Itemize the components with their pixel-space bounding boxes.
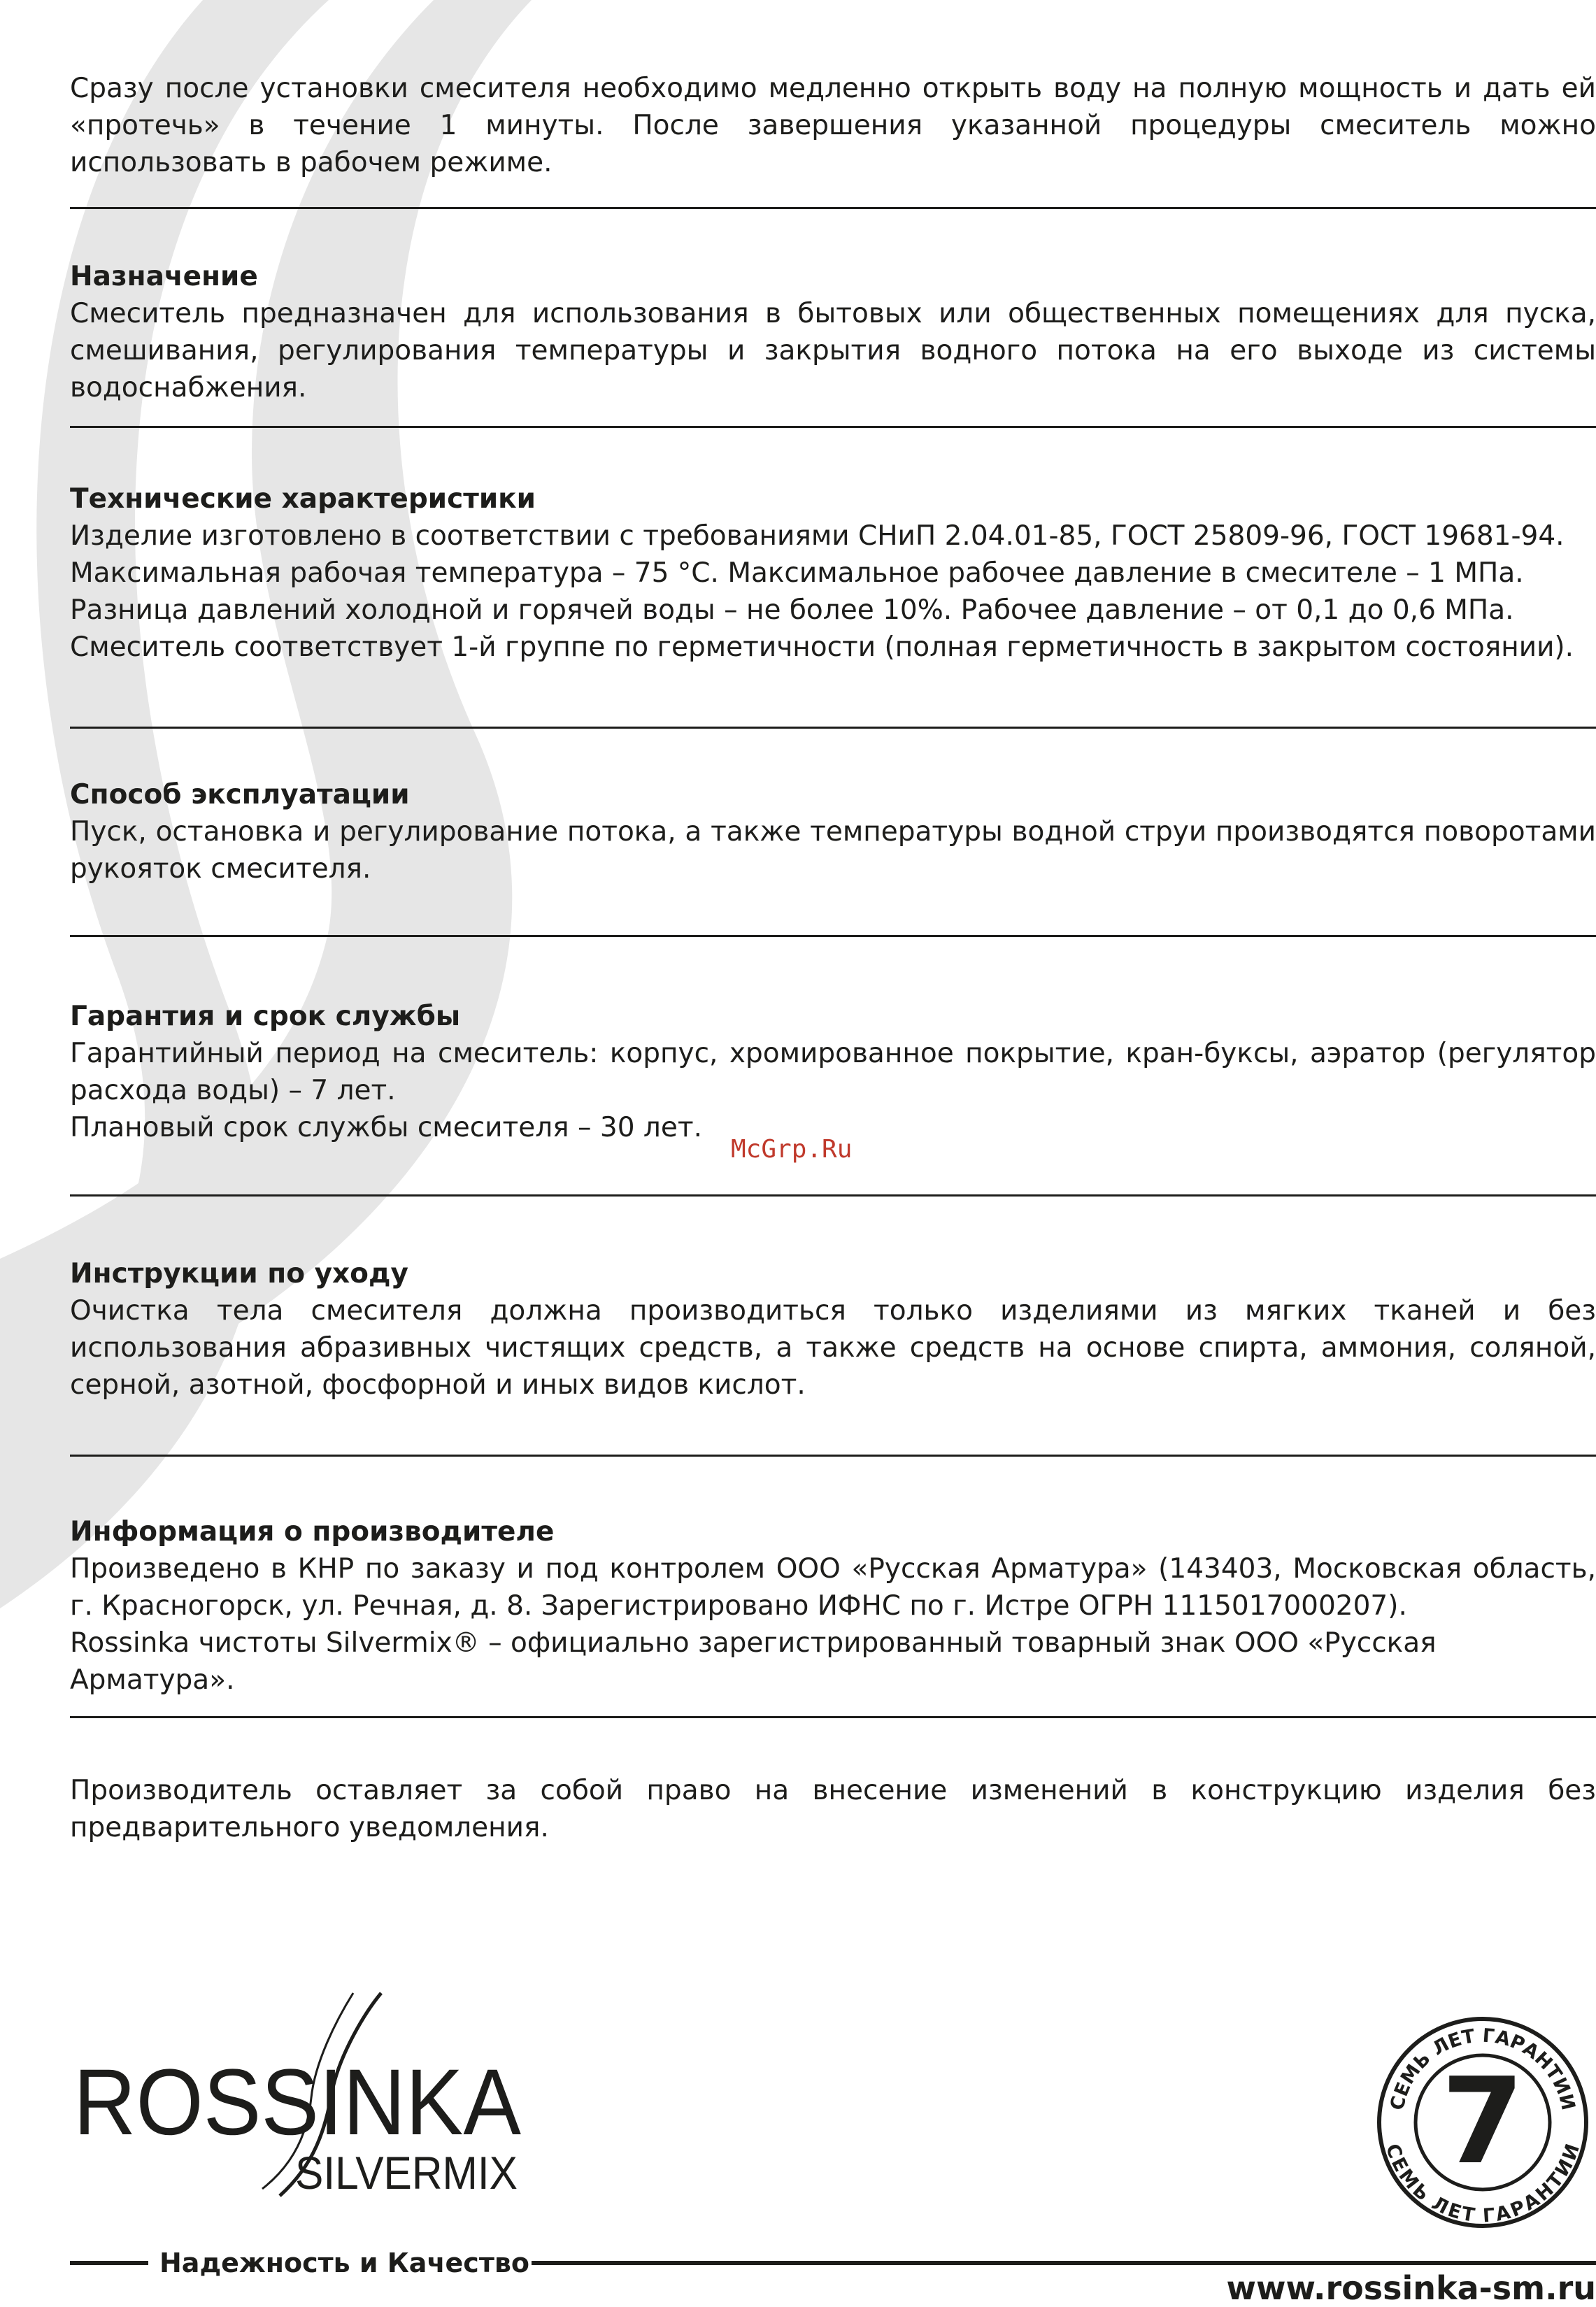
disclaimer-block: [70, 1772, 1596, 1846]
divider: [70, 426, 1596, 428]
rossinka-logo: [70, 1979, 546, 2210]
section-title: Информация о производителе: [70, 1516, 555, 1548]
section-text: Изделие изготовлено в соответствии с требованиями СНиП 2.04.01-85, ГОСТ 25809-96, ГОСТ 19681-94.: [70, 520, 1565, 552]
divider: [70, 727, 1596, 729]
section-warranty: [70, 998, 1596, 1146]
section-title: Технические характеристики: [70, 483, 536, 515]
section-text: Очистка тела смесителя должна производиться только изделиями из мягких тканей и без использования абразивных чистящих средств, а также средств на основе спирта, аммония, соляной, серной, азотной, фосфорной и иных видов кислот.: [70, 1295, 1596, 1401]
section-care: [70, 1255, 1596, 1404]
section-title: Способ эксплуатации: [70, 779, 410, 810]
disclaimer-text: Производитель оставляет за собой право на внесение изменений в конструкцию изделия без предварительного уведомления.: [70, 1775, 1596, 1843]
divider: [70, 1194, 1596, 1197]
divider: [70, 1455, 1596, 1457]
tagline-text: Надежность и Качество: [159, 2248, 530, 2278]
watermark-text: McGrp.Ru: [731, 1135, 853, 1164]
section-purpose: [70, 258, 1596, 406]
section-text: Смеситель предназначен для использования в бытовых или общественных помещениях для пуска, смешивания, регулирования температуры и закрытия водного потока на его выходе из системы водоснабжения.: [70, 298, 1596, 403]
divider: [70, 207, 1596, 209]
section-title: Назначение: [70, 261, 258, 292]
divider: [70, 1716, 1596, 1718]
section-text: Разница давлений холодной и горячей воды – не более 10%. Рабочее давление – от 0,1 до 0,6 МПа.: [70, 594, 1514, 626]
stamp-ring-top: СЕМЬ ЛЕТ ГАРАНТИИ: [1386, 2024, 1579, 2113]
section-text: Гарантийный период на смеситель: корпус, хромированное покрытие, кран-буксы, аэратор (регулятор расхода воды) – 7 лет.: [70, 1038, 1596, 1106]
section-title: Гарантия и срок службы: [70, 1001, 461, 1032]
section-text: Произведено в КНР по заказу и под контролем ООО «Русская Арматура» (143403, Московская область, г. Красногорск, ул. Речная, д. 8. Зарегистрировано ИФНС по г. Истре ОГРН 1115017000207).: [70, 1553, 1596, 1622]
intro-text: Сразу после установки смесителя необходимо медленно открыть воду на полную мощность и дать ей «протечь» в течение 1 минуты. После завершения указанной процедуры смеситель можно использовать в рабочем режиме.: [70, 73, 1596, 178]
tagline-rule-right: [532, 2261, 1596, 2265]
section-text: Максимальная рабочая температура – 75 °С. Максимальное рабочее давление в смесителе – 1 МПа.: [70, 557, 1524, 589]
website-url: www.rossinka-sm.ru: [1226, 2269, 1596, 2307]
logo-brand: ROSSINKA: [73, 2050, 522, 2155]
section-manufacturer: [70, 1513, 1596, 1699]
tagline-rule-left: [70, 2261, 148, 2265]
section-specs: [70, 480, 1596, 666]
intro-block: [70, 70, 1596, 181]
section-text: Rossinka чистоты Silvermix® – официально зарегистрированный товарный знак ООО «Русская Арматура».: [70, 1627, 1437, 1696]
section-text: Смеситель соответствует 1-й группе по герметичности (полная герметичность в закрытом состоянии).: [70, 631, 1574, 663]
logo-sub: SILVERMIX: [295, 2147, 518, 2199]
stamp-number: 7: [1441, 2052, 1525, 2191]
section-title: Инструкции по уходу: [70, 1258, 408, 1290]
section-text: Плановый срок службы смесителя – 30 лет.: [70, 1112, 702, 1143]
section-text: Пуск, остановка и регулирование потока, а также температуры водной струи производятся поворотами рукояток смесителя.: [70, 816, 1596, 885]
warranty-stamp: [1374, 2014, 1591, 2231]
section-usage: [70, 776, 1596, 887]
stamp-ring-bottom: СЕМЬ ЛЕТ ГАРАНТИИ: [1381, 2141, 1585, 2227]
divider: [70, 935, 1596, 937]
